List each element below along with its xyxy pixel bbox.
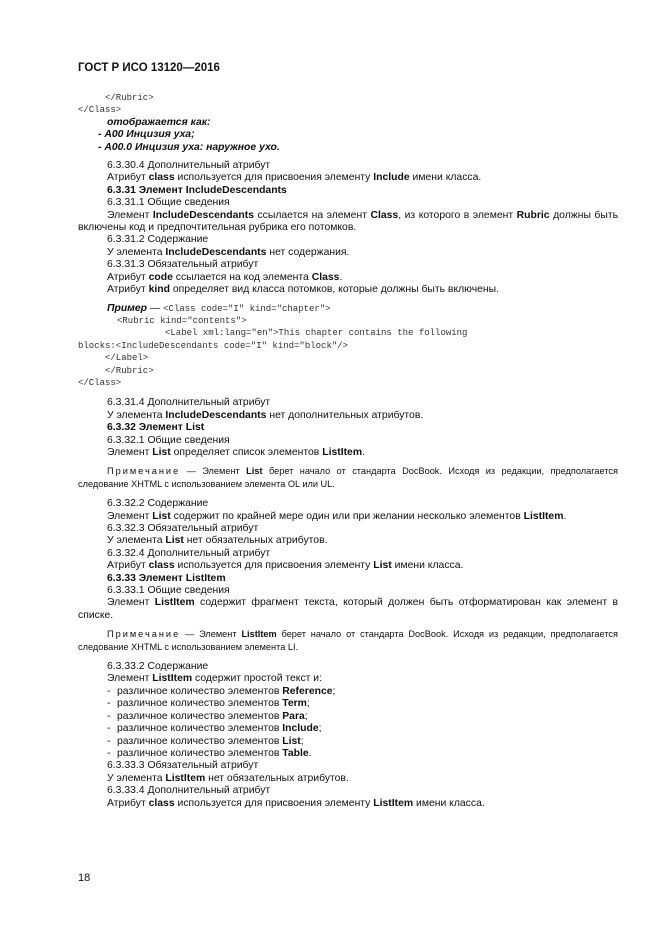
displayed-as-label: отображается как: — [107, 116, 211, 128]
list-item: - различное количество элементов Para; — [107, 710, 308, 722]
list-item: - различное количество элементов List; — [107, 735, 304, 747]
section-heading: 6.3.33.1 Общие сведения — [107, 585, 230, 597]
list-item: - различное количество элементов Table. — [107, 747, 312, 759]
dash-bullet: - — [107, 747, 111, 759]
paragraph: Элемент ListItem содержит фрагмент текста, который должен быть отформатирован как элемент в списке. — [78, 597, 618, 621]
section-heading: 6.3.30.4 Дополнительный атрибут — [107, 160, 271, 172]
example: Пример — <Class code="I" kind="chapter"> — [107, 302, 331, 314]
list-item: - различное количество элементов Include; — [107, 723, 322, 735]
note: Примечание — Элемент List берет начало от стандарта DocBook. Исходя из редакции, предполагается следование XHTML с использованием элемента OL или UL. — [78, 466, 619, 489]
dash-bullet: - — [107, 698, 111, 710]
code-line: </Class> — [78, 105, 122, 116]
example-label: Пример — [107, 302, 147, 314]
paragraph: У элемента IncludeDescendants нет дополнительных атрибутов. — [107, 409, 424, 421]
page-number: 18 — [78, 872, 91, 884]
element-list — [78, 686, 618, 760]
section-heading: 6.3.31.1 Общие сведения — [107, 197, 230, 209]
section-heading: 6.3.32.4 Дополнительный атрибут — [107, 547, 271, 559]
paragraph: Атрибут class используется для присвоения элементу Include имени класса. — [107, 172, 482, 184]
paragraph: Атрибут kind определяет вид класса потомков, которые должны быть включены. — [107, 284, 500, 296]
dash-bullet: - — [107, 710, 111, 722]
code-line: </Rubric> — [105, 93, 154, 103]
code-line: <Label xml:lang="en">This chapter contains the following — [165, 328, 468, 339]
section-heading: 6.3.33 Элемент ListItem — [107, 572, 226, 584]
code-line: blocks:<IncludeDescendants code="I" kind="block"/> — [78, 340, 349, 351]
paragraph: Элемент IncludeDescendants ссылается на элемент Class, из которого в элемент Rubric должны быть включены код и предпочтительная рубрика его потомков. — [78, 209, 619, 234]
section-heading: 6.3.31.2 Содержание — [107, 234, 209, 246]
section-heading: 6.3.33.2 Содержание — [107, 661, 209, 673]
paragraph: Элемент List содержит по крайней мере один или при желании несколько элементов ListItem. — [107, 510, 567, 522]
dash-bullet: - — [107, 735, 111, 747]
code-line: <Rubric kind="contents"> — [117, 315, 247, 326]
paragraph: Атрибут class используется для присвоения элементу ListItem имени класса. — [107, 797, 485, 809]
paragraph: У элемента IncludeDescendants нет содержания. — [107, 246, 350, 258]
list-item: - различное количество элементов Term; — [107, 698, 310, 710]
section-heading: 6.3.31.3 Обязательный атрибут — [107, 259, 259, 271]
list-item: - различное количество элементов Reference; — [107, 685, 336, 697]
list-item: - А00 Инцизия уха; — [98, 129, 195, 141]
dash-bullet: - — [107, 723, 111, 735]
code-line: </Label> — [105, 353, 149, 364]
section-heading: 6.3.32.1 Общие сведения — [107, 434, 230, 446]
paragraph: У элемента List нет обязательных атрибутов. — [107, 535, 328, 547]
document-header: ГОСТ Р ИСО 13120—2016 — [78, 62, 220, 74]
section-heading: 6.3.32.2 Содержание — [107, 498, 209, 510]
paragraph: Элемент List определяет список элементов ListItem. — [107, 446, 365, 458]
section-heading: 6.3.32.3 Обязательный атрибут — [107, 523, 259, 534]
paragraph: У элемента ListItem нет обязательных атрибутов. — [107, 772, 349, 784]
section-heading: 6.3.31 Элемент IncludeDescendants — [107, 184, 287, 196]
section-heading: 6.3.32 Элемент List — [107, 422, 205, 434]
paragraph: Элемент ListItem содержит простой текст и: — [107, 673, 323, 685]
dash-bullet: - — [107, 685, 111, 697]
page-body — [78, 92, 618, 810]
code-line: </Class> — [78, 377, 122, 388]
list-item: - А00.0 Инцизия уха: наружное ухо. — [98, 141, 280, 153]
code-line: </Rubric> — [105, 365, 154, 376]
paragraph: Атрибут code ссылается на код элемента Class. — [107, 271, 343, 283]
section-heading: 6.3.31.4 Дополнительный атрибут — [107, 397, 271, 409]
section-heading: 6.3.33.3 Обязательный атрибут — [107, 760, 259, 772]
paragraph: Атрибут class используется для присвоения элементу List имени класса. — [107, 560, 464, 572]
note: Примечание — Элемент ListItem берет начало от стандарта DocBook. Исходя из редакции, предполагается следование XHTML с использованием элемента LI. — [78, 629, 618, 652]
section-heading: 6.3.33.4 Дополнительный атрибут — [107, 785, 271, 797]
